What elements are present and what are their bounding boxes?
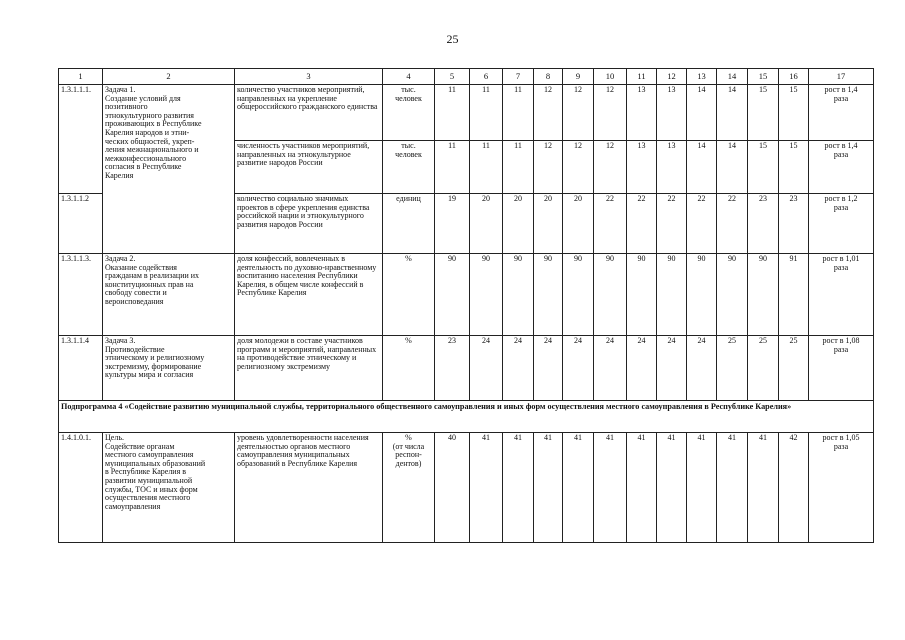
header-cell: 6 — [470, 69, 503, 85]
value-cell: 41 — [534, 433, 563, 543]
value-cell: 90 — [503, 254, 534, 336]
unit-cell: % — [383, 336, 435, 401]
value-cell: 41 — [503, 433, 534, 543]
value-cell: 22 — [687, 194, 717, 254]
value-cell: 41 — [594, 433, 627, 543]
header-row — [59, 69, 874, 85]
unit-cell: % — [383, 254, 435, 336]
header-cell: 13 — [687, 69, 717, 85]
value-cell: 13 — [627, 85, 657, 141]
header-cell: 10 — [594, 69, 627, 85]
value-cell: 90 — [563, 254, 594, 336]
value-cell: 22 — [594, 194, 627, 254]
value-cell: 24 — [563, 336, 594, 401]
value-cell: 14 — [687, 141, 717, 194]
page-number: 25 — [446, 32, 459, 46]
value-cell: 25 — [748, 336, 779, 401]
unit-cell: тыс. человек — [383, 141, 435, 194]
row-code: 1.3.1.1.1. — [59, 85, 103, 141]
header-cell: 3 — [235, 69, 383, 85]
header-cell: 8 — [534, 69, 563, 85]
value-cell: 90 — [657, 254, 687, 336]
indicator-name: количество социально значимых проектов в сфере укрепления единства российской нации и этнокультурного развития народов России — [235, 194, 383, 254]
value-cell: 11 — [470, 141, 503, 194]
value-cell: 41 — [748, 433, 779, 543]
table-row — [59, 433, 874, 543]
value-cell: 24 — [657, 336, 687, 401]
value-cell: 90 — [435, 254, 470, 336]
value-cell: 41 — [563, 433, 594, 543]
indicator-name: уровень удовлетворенности населения деятельностью органов местного самоуправления муниципальных образований в Республике Карелия — [235, 433, 383, 543]
table-row — [59, 336, 874, 401]
indicator-name: количество участников мероприятий, направленных на укрепление общероссийского гражданского единства — [235, 85, 383, 141]
value-cell: 41 — [717, 433, 748, 543]
unit-cell: тыс. человек — [383, 85, 435, 141]
result-cell: рост в 1,08 раза — [809, 336, 874, 401]
value-cell: 15 — [748, 141, 779, 194]
task-description: Задача 2. Оказание содействия гражданам в реализации их конституционных прав на свободу совести и вероисповедания — [103, 254, 235, 336]
header-cell: 12 — [657, 69, 687, 85]
value-cell: 20 — [534, 194, 563, 254]
value-cell: 15 — [748, 85, 779, 141]
value-cell: 23 — [748, 194, 779, 254]
goal-description: Цель. Содействие органам местного самоуправления муниципальных образований в Республике Карелия в развитии муниципальной службы, ТОС и иных форм осуществления местного самоуправления — [103, 433, 235, 543]
value-cell: 24 — [687, 336, 717, 401]
value-cell: 41 — [657, 433, 687, 543]
result-cell: рост в 1,01 раза — [809, 254, 874, 336]
unit-cell: единиц — [383, 194, 435, 254]
value-cell: 13 — [657, 141, 687, 194]
value-cell: 19 — [435, 194, 470, 254]
indicator-name: численность участников мероприятий, направленных на этнокультурное развитие народов России — [235, 141, 383, 194]
header-cell: 17 — [809, 69, 874, 85]
indicator-name: доля молодежи в составе участников программ и мероприятий, направленных на противодействие этническому и религиозному экстремизму — [235, 336, 383, 401]
value-cell: 22 — [627, 194, 657, 254]
value-cell: 24 — [627, 336, 657, 401]
indicators-table — [58, 68, 874, 543]
value-cell: 11 — [470, 85, 503, 141]
row-code: 1.3.1.1.2 — [59, 194, 103, 254]
value-cell: 22 — [717, 194, 748, 254]
value-cell: 14 — [687, 85, 717, 141]
value-cell: 25 — [717, 336, 748, 401]
value-cell: 20 — [503, 194, 534, 254]
value-cell: 12 — [534, 141, 563, 194]
header-cell: 9 — [563, 69, 594, 85]
subprogram-row — [59, 401, 874, 433]
value-cell: 90 — [748, 254, 779, 336]
header-cell: 1 — [59, 69, 103, 85]
value-cell: 24 — [534, 336, 563, 401]
header-cell: 15 — [748, 69, 779, 85]
value-cell: 14 — [717, 85, 748, 141]
value-cell: 90 — [534, 254, 563, 336]
header-cell: 4 — [383, 69, 435, 85]
value-cell: 23 — [779, 194, 809, 254]
value-cell: 11 — [503, 85, 534, 141]
header-cell: 16 — [779, 69, 809, 85]
header-cell: 2 — [103, 69, 235, 85]
value-cell: 11 — [503, 141, 534, 194]
task-description: Задача 1. Создание условий для позитивного этнокультурного развития проживающих в Республике Карелия народов и этни- ческих общностей, укреп- ления межнационального и межконфессионального согласия в Республике Карелия — [103, 85, 235, 254]
value-cell: 13 — [657, 85, 687, 141]
header-cell: 11 — [627, 69, 657, 85]
value-cell: 12 — [594, 141, 627, 194]
value-cell: 24 — [470, 336, 503, 401]
value-cell: 42 — [779, 433, 809, 543]
value-cell: 41 — [470, 433, 503, 543]
value-cell: 13 — [627, 141, 657, 194]
value-cell: 41 — [687, 433, 717, 543]
value-cell: 90 — [594, 254, 627, 336]
value-cell: 24 — [594, 336, 627, 401]
row-code: 1.3.1.1.4 — [59, 336, 103, 401]
value-cell: 12 — [563, 85, 594, 141]
result-cell: рост в 1,05 раза — [809, 433, 874, 543]
header-cell: 14 — [717, 69, 748, 85]
task-description: Задача 3. Противодействие этническому и религиозному экстремизму, формирование культуры мира и согласия — [103, 336, 235, 401]
subprogram-title: Подпрограмма 4 «Содействие развитию муниципальной службы, территориального общественного самоуправления и иных форм осуществления местного самоуправления в Республике Карелия» — [59, 401, 874, 433]
row-code: 1.4.1.0.1. — [59, 433, 103, 543]
value-cell: 24 — [503, 336, 534, 401]
value-cell: 11 — [435, 141, 470, 194]
value-cell: 90 — [687, 254, 717, 336]
value-cell: 90 — [717, 254, 748, 336]
value-cell: 91 — [779, 254, 809, 336]
value-cell: 14 — [717, 141, 748, 194]
value-cell: 15 — [779, 85, 809, 141]
value-cell: 12 — [534, 85, 563, 141]
row-code: 1.3.1.1.3. — [59, 254, 103, 336]
value-cell: 12 — [563, 141, 594, 194]
result-cell: рост в 1,2 раза — [809, 194, 874, 254]
table-row — [59, 85, 874, 141]
value-cell: 22 — [657, 194, 687, 254]
row-code — [59, 141, 103, 194]
value-cell: 41 — [627, 433, 657, 543]
value-cell: 25 — [779, 336, 809, 401]
result-cell: рост в 1,4 раза — [809, 141, 874, 194]
result-cell: рост в 1,4 раза — [809, 85, 874, 141]
value-cell: 90 — [627, 254, 657, 336]
value-cell: 12 — [594, 85, 627, 141]
header-cell: 5 — [435, 69, 470, 85]
indicator-name: доля конфессий, вовлеченных в деятельность по духовно-нравственному воспитанию населения Республики Карелия, в общем числе конфессий в Республике Карелия — [235, 254, 383, 336]
value-cell: 90 — [470, 254, 503, 336]
table-row — [59, 254, 874, 336]
value-cell: 20 — [563, 194, 594, 254]
unit-cell: % (от числа респон- дентов) — [383, 433, 435, 543]
value-cell: 15 — [779, 141, 809, 194]
header-cell: 7 — [503, 69, 534, 85]
value-cell: 11 — [435, 85, 470, 141]
value-cell: 20 — [470, 194, 503, 254]
value-cell: 40 — [435, 433, 470, 543]
value-cell: 23 — [435, 336, 470, 401]
